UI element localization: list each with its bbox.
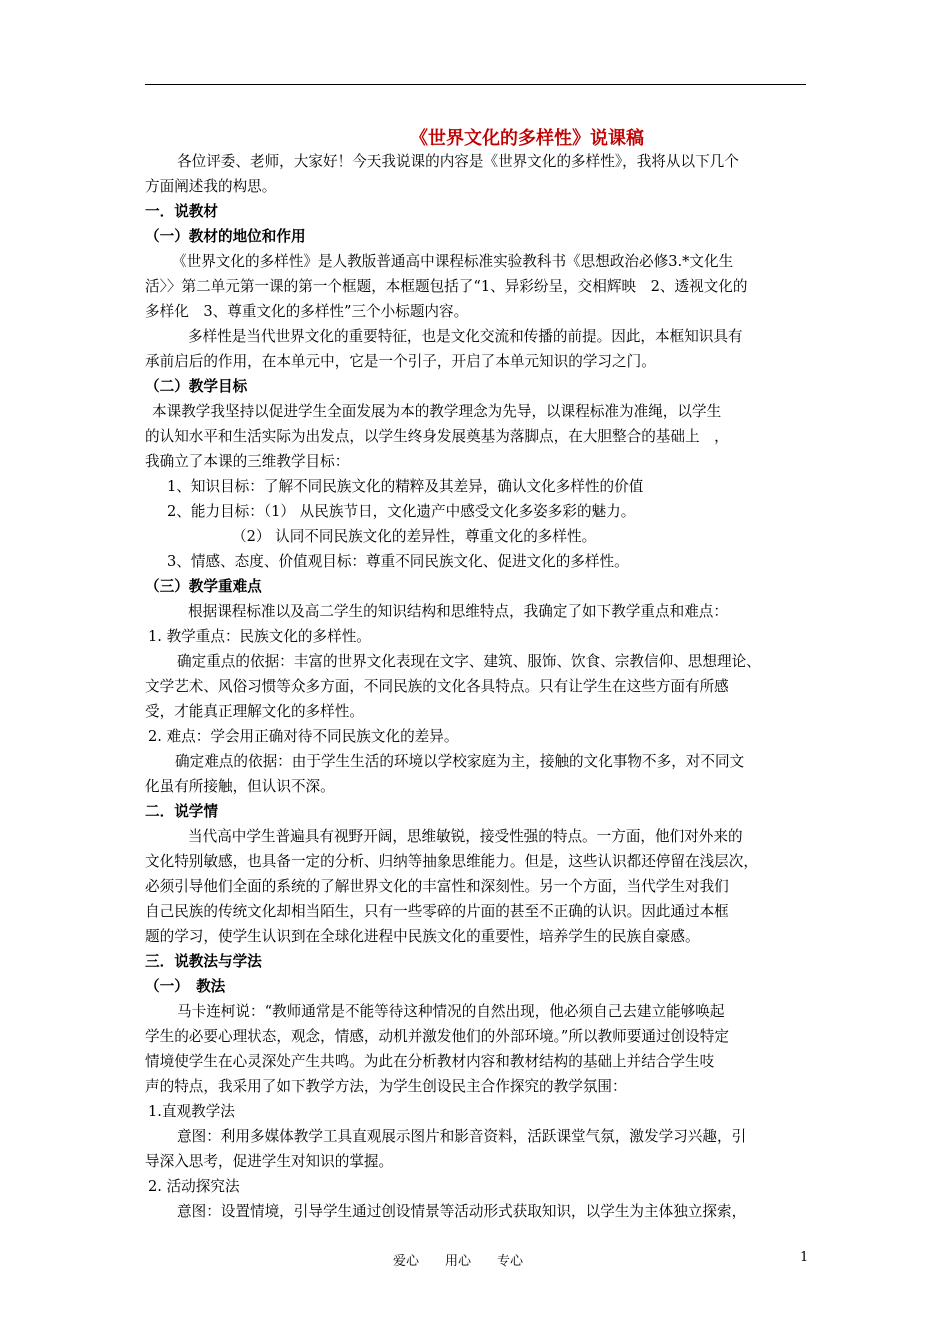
header-rule: [145, 84, 806, 85]
body-line: 当代高中学生普遍具有视野开阔，思维敏锐，接受性强的特点。一方面，他们对外来的: [188, 828, 743, 845]
body-line: 声的特点，我采用了如下教学方法，为学生创设民主合作探究的教学氛围：: [145, 1078, 627, 1095]
body-line: 本课教学我坚持以促进学生全面发展为本的教学理念为先导，以课程标准为准绳，以学生: [152, 403, 722, 420]
body-line: 2. 难点：学会用正确对待不同民族文化的差异。: [148, 728, 459, 745]
page-number: 1: [800, 1250, 809, 1265]
body-line: （2） 认同不同民族文化的差异性，尊重文化的多样性。: [232, 528, 597, 545]
body-line: 《世界文化的多样性》是人教版普通高中课程标准实验教科书《思想政治必修3.*文化生: [172, 253, 734, 270]
body-line: 1. 教学重点：民族文化的多样性。: [148, 628, 371, 645]
body-line: 确定难点的依据：由于学生生活的环境以学校家庭为主，接触的文化事物不多，对不同文: [175, 753, 745, 770]
body-line: 受，才能真正理解文化的多样性。: [145, 703, 364, 720]
body-line: 根据课程标准以及高二学生的知识结构和思维特点，我确定了如下教学重点和难点：: [188, 603, 728, 620]
body-line: 题的学习，使学生认识到在全球化进程中民族文化的重要性，培养学生的民族自豪感。: [145, 928, 700, 945]
body-line: 3、情感、态度、价值观目标：尊重不同民族文化、促进文化的多样性。: [167, 553, 629, 570]
body-line: 我确立了本课的三维教学目标：: [145, 453, 350, 470]
body-line: 确定重点的依据：丰富的世界文化表现在文字、建筑、服饰、饮食、宗教信仰、思想理论、: [177, 653, 761, 670]
section-heading: 一．说教材: [145, 203, 218, 220]
body-line: 意图：利用多媒体教学工具直观展示图片和影音资料，活跃课堂气氛，激发学习兴趣，引: [177, 1128, 747, 1145]
document-title: 《世界文化的多样性》说课稿: [410, 128, 644, 149]
subsection-heading: （一）教材的地位和作用: [145, 228, 306, 245]
body-line: 马卡连柯说：“教师通常是不能等待这种情况的自然出现，他必须自己去建立能够唤起: [177, 1003, 725, 1020]
body-line: 多样性是当代世界文化的重要特征，也是文化交流和传播的前提。因此，本框知识具有: [188, 328, 743, 345]
body-line: 化虽有所接触，但认识不深。: [145, 778, 335, 795]
subsection-heading: （三）教学重难点: [145, 578, 262, 595]
footer-motto: 爱心 用心 专心: [393, 1254, 524, 1269]
subsection-heading: （一） 教法: [145, 978, 226, 995]
body-line: 承前启后的作用，在本单元中，它是一个引子，开启了本单元知识的学习之门。: [145, 353, 656, 370]
subsection-heading: （二）教学目标: [145, 378, 248, 395]
section-heading: 三．说教法与学法: [145, 953, 262, 970]
body-line: 必须引导他们全面的系统的了解世界文化的丰富性和深刻性。另一个方面，当代学生对我们: [145, 878, 729, 895]
body-line: 自己民族的传统文化却相当陌生，只有一些零碎的片面的甚至不正确的认识。因此通过本框: [145, 903, 729, 920]
body-line: 的认知水平和生活实际为出发点，以学生终身发展奠基为落脚点，在大胆整合的基础上 ，: [145, 428, 729, 445]
body-line: 1.直观教学法: [148, 1103, 235, 1120]
body-line: 多样化 3、尊重文化的多样性”三个小标题内容。: [145, 303, 469, 320]
body-line: 导深入思考，促进学生对知识的掌握。: [145, 1153, 394, 1170]
body-line: 文学艺术、风俗习惯等众多方面，不同民族的文化各具特点。只有让学生在这些方面有所感: [145, 678, 729, 695]
body-line: 2. 活动探究法: [148, 1178, 240, 1195]
body-line: 意图：设置情境，引导学生通过创设情景等活动形式获取知识，以学生为主体独立探索，: [177, 1203, 747, 1220]
body-line: 方面阐述我的构思。: [145, 178, 277, 195]
body-line: 2、能力目标：（1） 从民族节日，文化遗产中感受文化多姿多彩的魅力。: [167, 503, 636, 520]
body-line: 活〉〉第二单元第一课的第一个框题，本框题包括了“1、异彩纷呈，交相辉映 2、透视文化的: [145, 278, 748, 295]
section-heading: 二．说学情: [145, 803, 218, 820]
body-line: 学生的必要心理状态，观念，情感，动机并激发他们的外部环境。”所以教师要通过创设特定: [145, 1028, 729, 1045]
body-line: 文化特别敏感，也具备一定的分析、归纳等抽象思维能力。但是，这些认识都还停留在浅层次，: [145, 853, 758, 870]
body-line: 情境使学生在心灵深处产生共鸣。为此在分析教材内容和教材结构的基础上并结合学生吱: [145, 1053, 715, 1070]
body-line: 各位评委、老师，大家好！今天我说课的内容是《世界文化的多样性》，我将从以下几个: [177, 153, 739, 170]
body-line: 1、知识目标：了解不同民族文化的精粹及其差异，确认文化多样性的价值: [167, 478, 644, 495]
